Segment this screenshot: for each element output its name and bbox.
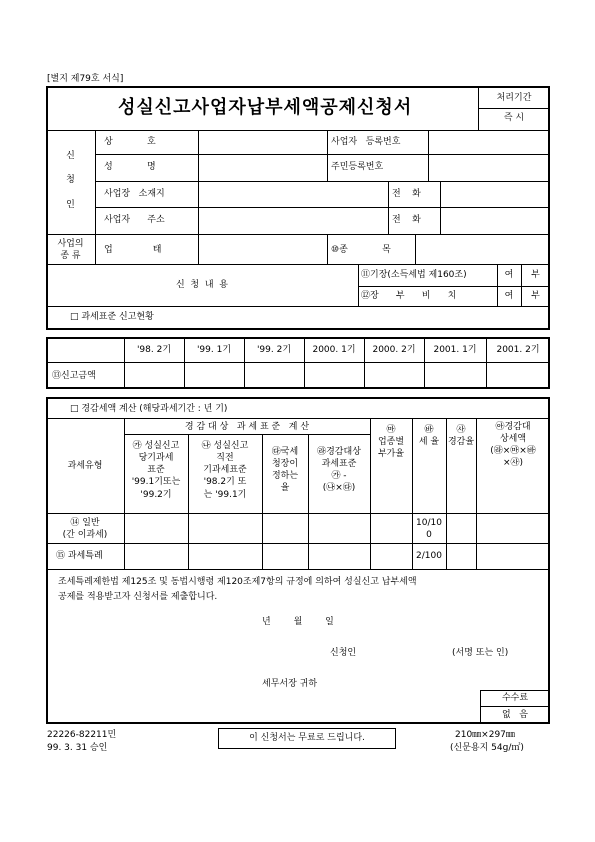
col-g-header: ㉴ 경감율 xyxy=(447,425,475,448)
row-special-label: ⑮ 과세특례 xyxy=(56,551,103,561)
bookkeeping-yes[interactable]: 여 xyxy=(504,270,514,280)
biz-address-label: 사업자 주소 xyxy=(104,215,165,225)
phone-label: 전 화 xyxy=(392,189,421,199)
biz-address-field[interactable] xyxy=(199,208,387,233)
name-label: 성 명 xyxy=(104,162,156,172)
phone2-label: 전 화 xyxy=(392,215,421,225)
applicant-group-label: 신 청 인 xyxy=(66,151,75,210)
biz-reg-no-label: 사업자 등록번호 xyxy=(331,137,401,147)
processing-period-label: 처리기간 xyxy=(496,93,532,103)
ledger-yes[interactable]: 여 xyxy=(504,291,514,301)
resident-no-field[interactable] xyxy=(429,155,549,180)
col-e-header: ㉲ 업종별 부가율 xyxy=(377,425,405,460)
base-calc-header: 경 감 대 상 과 세 표 준 계 산 xyxy=(184,422,310,432)
col-b-header: ㉯ 성실신고 직전 기과세표준 '98.2기 또 는 '99.1기 xyxy=(201,441,249,500)
bookkeeping-label: ⑪기장(소득세법 제160조) xyxy=(361,270,467,280)
period-header: 2000. 1기 xyxy=(312,345,356,355)
col-c-header: ㉰국세 청장이 정하는 율 xyxy=(271,447,299,494)
form-number: [별지 제79호 서식] xyxy=(47,74,124,84)
paper-size: 210㎜×297㎜ xyxy=(455,730,515,740)
processing-period-value: 즉 시 xyxy=(503,113,525,123)
col-h-header: ㉵경감대 상세액 (㉱×㉲×㉳ ×㉴) xyxy=(490,422,536,469)
sign-note: (서명 또는 인) xyxy=(452,648,509,658)
row-general-rate: 10/10 0 xyxy=(416,518,442,541)
business-item-label: ⑩종 목 xyxy=(331,245,391,255)
section2-title: □ 경감세액 계산 (해당과세기간 : 년 기) xyxy=(70,404,228,414)
row-general-label: ⑭ 일반 (간 이과세) xyxy=(62,518,108,541)
report-amount-fields[interactable] xyxy=(125,363,548,387)
form-title: 성실신고사업자납부세액공제신청서 xyxy=(118,97,413,118)
row-special-rate: 2/100 xyxy=(416,551,442,561)
col-f-header: ㉳ 세 율 xyxy=(418,425,440,448)
period-header: 2001. 1기 xyxy=(433,345,477,355)
tax-type-header: 과세유형 xyxy=(67,461,103,471)
col-a-header: ㉮ 성실신고 당기과세 표준 '99.1기또는 '99.2기 xyxy=(131,441,181,500)
name-field[interactable] xyxy=(199,155,326,180)
period-header: 2001. 2기 xyxy=(496,345,540,355)
paper-spec: (신문용지 54g/㎡) xyxy=(450,743,524,753)
row-special-fields[interactable] xyxy=(125,544,411,568)
applicant-sign-label: 신청인 xyxy=(330,648,357,658)
resident-no-label: 주민등록번호 xyxy=(331,162,384,172)
period-header: 2000. 2기 xyxy=(372,345,416,355)
date-line: 년 월 일 xyxy=(262,617,334,627)
form-code: 22226-82211민 xyxy=(47,730,117,740)
trade-name-field[interactable] xyxy=(199,131,326,153)
ledger-label: ⑫장 부 비 치 xyxy=(361,291,457,301)
business-category-label: 업 태 xyxy=(104,245,162,255)
approval-date: 99. 3. 31 승인 xyxy=(47,743,108,753)
fee-value: 없 음 xyxy=(502,710,528,720)
business-category-field[interactable] xyxy=(199,235,326,263)
free-notice: 이 신청서는 무료로 드립니다. xyxy=(249,733,365,743)
period-header: '99. 1기 xyxy=(196,345,232,355)
request-content-label: 신 청 내 용 xyxy=(176,280,228,290)
period-header: '98. 2기 xyxy=(136,345,172,355)
bookkeeping-no[interactable]: 부 xyxy=(531,270,540,280)
ledger-no[interactable]: 부 xyxy=(531,291,540,301)
col-d-header: ㉱경감대상 과세표준 ㉮ - (㉯×㉰) xyxy=(317,447,361,494)
section1-title: □ 과세표준 신고현황 xyxy=(70,312,154,322)
biz-location-field[interactable] xyxy=(199,182,387,206)
biz-reg-no-field[interactable] xyxy=(429,131,549,153)
period-header: '99. 2기 xyxy=(256,345,292,355)
fee-label: 수수료 xyxy=(501,693,529,703)
row-general-fields[interactable] xyxy=(125,514,411,542)
report-amount-label: ⑬신고금액 xyxy=(52,371,96,381)
phone2-field[interactable] xyxy=(441,208,549,233)
trade-name-label: 상 호 xyxy=(104,137,156,147)
business-type-label: 사업의 종 류 xyxy=(57,239,84,262)
biz-location-label: 사업장 소재지 xyxy=(104,189,165,199)
recipient: 세무서장 귀하 xyxy=(262,679,318,689)
statement-text: 조세특례제한법 제125조 및 동법시행령 제120조제7항의 규정에 의하여 성실신고 납부세액 공제를 적용받고자 신청서를 제출합니다. xyxy=(58,577,417,603)
phone-field[interactable] xyxy=(441,182,549,206)
business-item-field[interactable] xyxy=(416,235,549,263)
